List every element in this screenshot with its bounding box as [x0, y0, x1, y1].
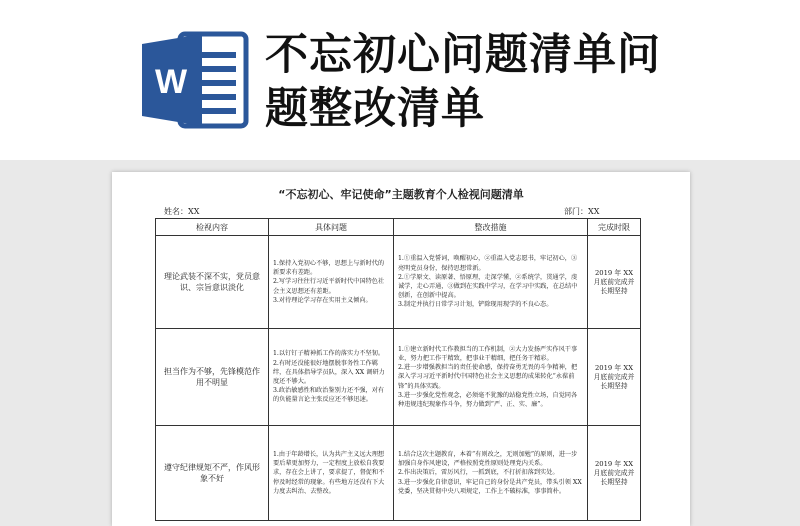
measure-item: 1.结合这次主题教育，本着“有则改之，无则加勉”的原则，进一步加强自身作风建设，严格按照党性原则处理党内关系。	[398, 450, 578, 468]
issue-table	[155, 218, 641, 521]
word-icon	[140, 30, 250, 130]
problem-item: 2.写学习往往行习近平新时代中国特色社会主义思想还有差距。	[273, 278, 385, 295]
table-row	[156, 329, 641, 426]
measure-item: 3.制定并执行日常学习计划，铲除现用现学的不良心态。	[398, 301, 553, 309]
row-measures	[394, 426, 588, 521]
row-category: 理论武装不深不实，党员意识、宗旨意识淡化	[156, 236, 269, 329]
row-problems	[269, 236, 394, 329]
measure-item: 2.①学原文、读原著、悟原理，走深学懂，②系统学，贯通学，虔诚学，走心弄通，③做到在实践中学习，在学习中实践，在总结中创新，在创新中提高。	[398, 273, 578, 300]
problem-item: 1.以钉钉子精神抓工作的落实力不坚韧。	[273, 350, 385, 358]
table-header-row	[156, 219, 641, 236]
problem-item: 1.由于年龄增长，认为共产主义远大理想要后辈更加努力，一定程度上放松自我要求，存在会上讲了，要求提了，督促和不停及时经常的现象。有些地方还没有下大力度去纠治、去整改。	[273, 450, 385, 495]
header-problems: 具体问题	[269, 219, 394, 236]
document-title: “不忘初心、牢记使命”主题教育个人检视问题清单	[278, 188, 524, 201]
header	[0, 0, 800, 160]
measure-item: 3.进一步强化党性观念，必须毫不犹豫的站稳党性立场，自觉同各种违规违纪现象作斗争，努力做到“严、正、实、廉”。	[398, 391, 578, 408]
row-deadline: 2019 年 XX 月底前完成并长期坚持	[588, 426, 641, 521]
row-category: 担当作为不够，先锋模范作用不明显	[156, 329, 269, 426]
measure-item: 1.①重温入党誓词，唤醒初心，②重温入党志愿书，牢记初心，③亮明党员身份，保持思想常新。	[398, 255, 578, 272]
row-category: 遵守纪律规矩不严，作风形象不好	[156, 426, 269, 521]
row-measures	[394, 236, 588, 329]
document-page	[112, 172, 690, 526]
problem-item: 3.政治敏感性和政治鉴别力还不强，对有的负能量言论主张反应还不够迅速。	[273, 387, 385, 404]
department-label: 部门：XX	[564, 207, 600, 216]
word-icon-letter: W	[154, 63, 188, 101]
problem-item: 2.有时还没能很好地摆脱事务性工作羁绊，在具体指导学员队，深入 XX 调研力度还不够大。	[273, 359, 385, 385]
row-problems	[269, 426, 394, 521]
row-measures	[394, 329, 588, 426]
problem-item: 1.保持入党初心不够，思想上与新时代的新要求有差距。	[273, 259, 385, 277]
row-deadline: 2019 年 XX 月底前完成并长期坚持	[588, 329, 641, 426]
name-label: 姓名：XX	[164, 207, 200, 216]
header-measures: 整改措施	[394, 219, 588, 236]
measure-item: 1.①建立新时代工作教担当的工作机制，②大力发扬严实作风干事业，努力把工作干精致，把事业干精细，把任务干精彩。	[398, 345, 578, 362]
header-category: 检视内容	[156, 219, 269, 236]
table-row	[156, 236, 641, 329]
header-deadline: 完成时限	[588, 219, 641, 236]
measure-item: 3.进一步强化自律意识，牢记自己的身份是共产党员，带头引领 XX 党委，坚决贯彻中央八项规定，工作上不破标准，事事简朴。	[398, 478, 582, 495]
page-title-line-1: 不忘初心问题清单问	[265, 30, 661, 80]
measure-item: 2.进一步增强教担当的责任使命感，保持奋勇无畏的斗争精神，把深入学习习近平新时代中国特色社会主义思想的成果转化“永葆前锋”的具体实践。	[398, 364, 578, 390]
row-problems	[269, 329, 394, 426]
page-title-line-2: 题整改清单	[265, 84, 485, 134]
row-deadline: 2019 年 XX 月底前完成并长期坚持	[588, 236, 641, 329]
problem-item: 3.对待理论学习存在实用主义倾向。	[273, 296, 372, 304]
table-row	[156, 426, 641, 521]
measure-item: 2.作出决策后，雷厉风行，一抓到底，不打折扣落到实处。	[398, 469, 559, 477]
page-title	[265, 28, 745, 136]
